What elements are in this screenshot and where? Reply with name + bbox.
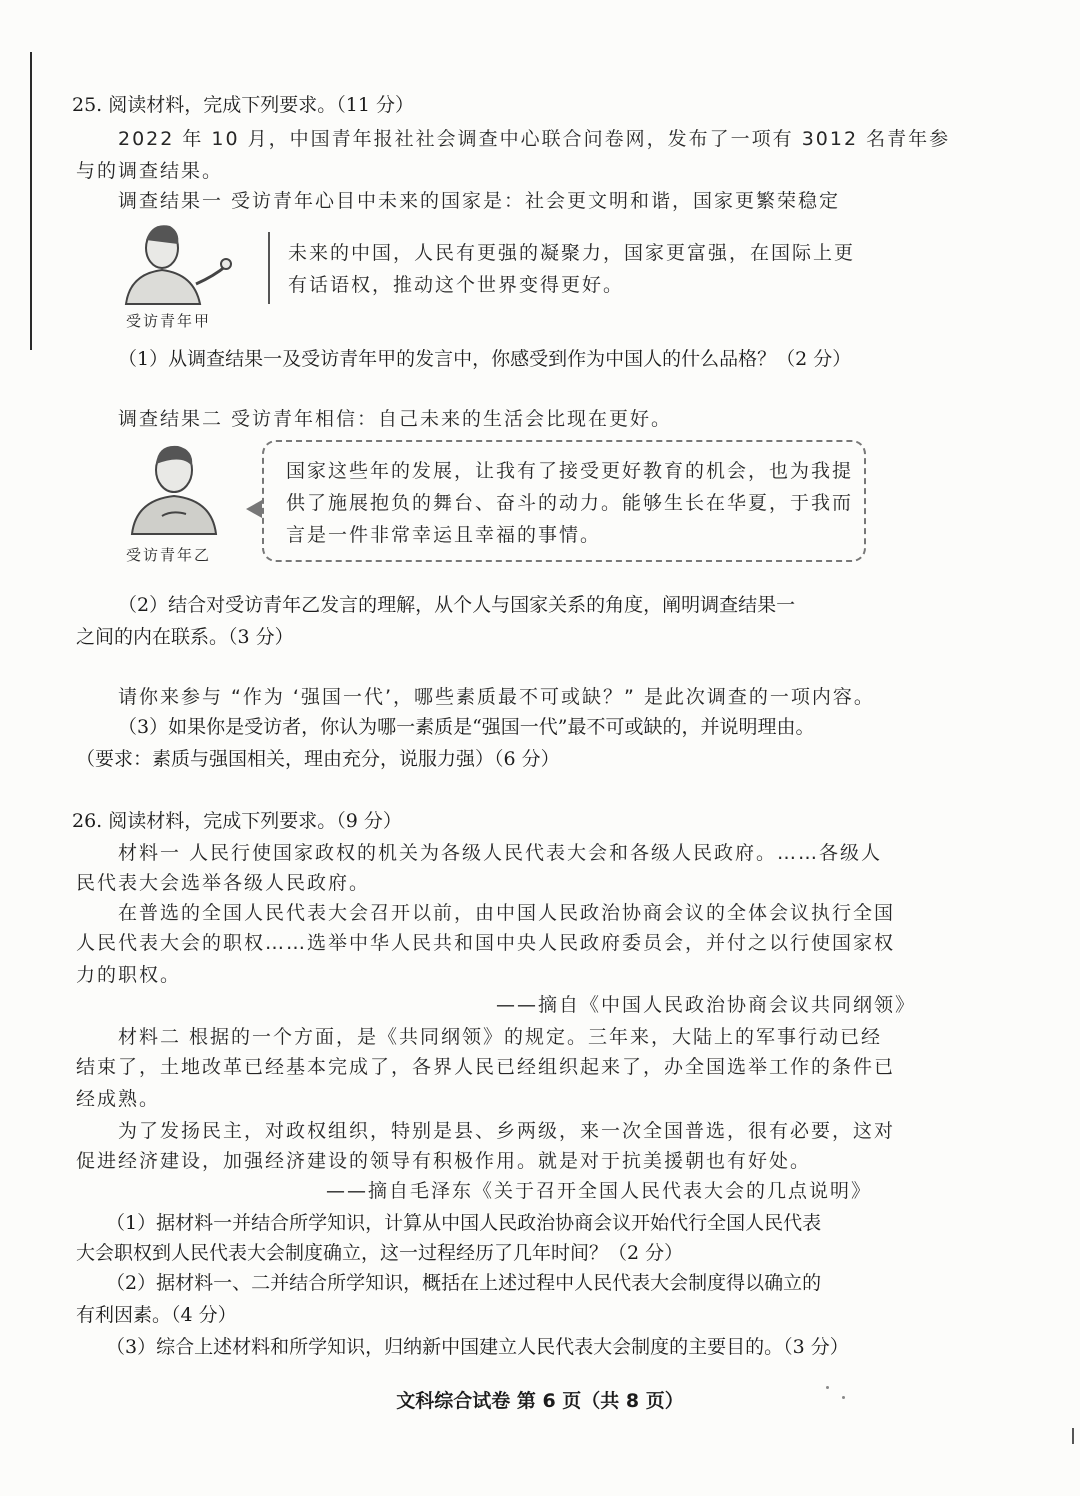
q25-survey-result-2: 调查结果二 受访青年相信：自己未来的生活会比现在更好。	[118, 408, 673, 430]
speech-bubble-tail	[246, 500, 262, 518]
q26-material2-line5: 促进经济建设，加强经济建设的领导有积极作用。就是对于抗美援朝也有好处。	[76, 1150, 812, 1172]
quote-b-line1: 国家这些年的发展，让我有了接受更好教育的机会，也为我提	[286, 460, 854, 482]
interviewee-b-speech-bubble	[262, 440, 866, 562]
q26-material1-line5: 力的职权。	[76, 964, 182, 986]
q26-heading: 26. 阅读材料，完成下列要求。（9 分）	[72, 810, 402, 832]
q25-intro-line1: 2022 年 10 月，中国青年报社社会调查中心联合问卷网，发布了一项有 3012 名青年参	[118, 128, 951, 150]
scan-speck	[826, 1386, 829, 1389]
quote-b-line3: 言是一件非常幸运且幸福的事情。	[286, 524, 602, 546]
q26-material1-line4: 人民代表大会的职权……选举中华人民共和国中央人民政府委员会，并付之以行使国家权	[76, 932, 896, 954]
q26-material2-line1: 材料二 根据的一个方面，是《共同纲领》的规定。三年来，大陆上的军事行动已经	[118, 1026, 883, 1048]
q26-material1-line1: 材料一 人民行使国家政权的机关为各级人民代表大会和各级人民政府。……各级人	[118, 842, 883, 864]
interviewee-a-quote	[268, 232, 890, 304]
q25-subquestion-3-line1: （3）如果你是受访者，你认为哪一素质是“强国一代”最不可或缺的，并说明理由。	[118, 716, 815, 738]
interviewee-b-caption: 受访青年乙	[126, 546, 212, 564]
quote-b-line2: 供了施展抱负的舞台、奋斗的动力。能够生长在华夏，于我而	[286, 492, 854, 514]
q26-subquestion-1-line2: 大会职权到人民代表大会制度确立，这一过程经历了几年时间？（2 分）	[76, 1242, 684, 1264]
q26-subquestion-2-line2: 有利因素。（4 分）	[76, 1304, 237, 1326]
q26-material1-source: ——摘自《中国人民政治协商会议共同纲领》	[496, 994, 917, 1016]
q25-heading: 25. 阅读材料，完成下列要求。（11 分）	[72, 94, 414, 116]
quote-a-line1: 未来的中国，人民有更强的凝聚力，国家更富强，在国际上更	[288, 242, 856, 264]
q25-subquestion-2-line1: （2）结合对受访青年乙发言的理解，从个人与国家关系的角度，阐明调查结果一	[118, 594, 796, 616]
q25-survey-result-1: 调查结果一 受访青年心目中未来的国家是：社会更文明和谐，国家更繁荣稳定	[118, 190, 841, 212]
edge-mark	[1072, 1428, 1074, 1444]
interviewee-a-caption: 受访青年甲	[126, 312, 212, 330]
q26-material2-line3: 经成熟。	[76, 1088, 161, 1110]
q26-subquestion-3: （3）综合上述材料和所学知识，归纳新中国建立人民代表大会制度的主要目的。（3 分）	[106, 1336, 849, 1358]
q25-subquestion-3-requirements: （要求：素质与强国相关，理由充分，说服力强）（6 分）	[76, 748, 560, 770]
q26-material1-line2: 民代表大会选举各级人民政府。	[76, 872, 371, 894]
q26-material2-line2: 结束了，土地改革已经基本完成了，各界人民已经组织起来了，办全国选举工作的条件已	[76, 1056, 896, 1078]
q26-material2-source: ——摘自毛泽东《关于召开全国人民代表大会的几点说明》	[326, 1180, 873, 1202]
interviewee-a-illustration	[118, 218, 238, 306]
q25-intro-line2: 与的调查结果。	[76, 160, 224, 182]
q26-subquestion-1-line1: （1）据材料一并结合所学知识，计算从中国人民政治协商会议开始代行全国人民代表	[106, 1212, 822, 1234]
q26-subquestion-2-line1: （2）据材料一、二并结合所学知识，概括在上述过程中人民代表大会制度得以确立的	[106, 1272, 822, 1294]
page-footer: 文科综合试卷 第 6 页（共 8 页）	[396, 1390, 684, 1412]
scan-speck	[842, 1396, 845, 1399]
q26-material2-line4: 为了发扬民主，对政权组织，特别是县、乡两级，来一次全国普选，很有必要，这对	[118, 1120, 896, 1142]
quote-a-line2: 有话语权，推动这个世界变得更好。	[288, 274, 625, 296]
interviewee-b-illustration	[122, 440, 222, 536]
q26-material1-line3: 在普选的全国人民代表大会召开以前，由中国人民政治协商会议的全体会议执行全国	[118, 902, 896, 924]
binding-margin-line	[30, 52, 32, 350]
q25-subquestion-1: （1）从调查结果一及受访青年甲的发言中，你感受到作为中国人的什么品格？（2 分）	[118, 348, 852, 370]
q25-subquestion-2-line2: 之间的内在联系。（3 分）	[76, 626, 294, 648]
q25-invitation: 请你来参与 “作为 ‘强国一代’，哪些素质最不可或缺？” 是此次调查的一项内容。	[118, 686, 875, 708]
